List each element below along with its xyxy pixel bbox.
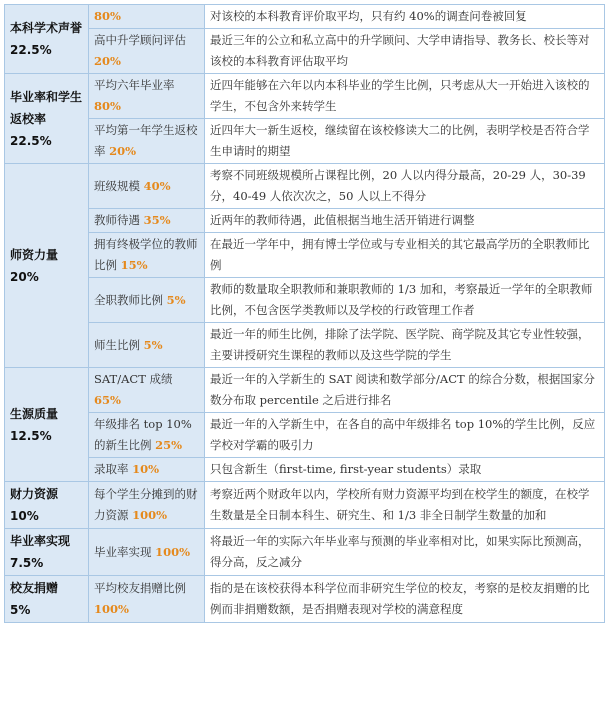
criteria-row (5, 482, 605, 529)
indicator-weight: 20% (94, 54, 121, 68)
indicator-name: 每个学生分摊到的财力资源 (94, 487, 198, 522)
indicator-weight: 35% (143, 213, 171, 227)
indicator-name: 录取率 (94, 462, 129, 476)
indicator-cell (89, 278, 205, 323)
category-cell (5, 482, 89, 529)
indicator-cell (89, 74, 205, 119)
criteria-row (5, 368, 605, 413)
category-weight: 5% (10, 603, 31, 617)
indicator-description: 最近一年的师生比例，排除了法学院、医学院、商学院及其它专业性较强，主要讲授研究生课程的教师以及这些学院的学生 (205, 323, 605, 368)
category-name: 毕业率和学生返校率 (10, 89, 83, 126)
indicator-description: 最近一年的入学新生中，在各自的高中年级排名 top 10%的学生比例，反应学校对学霸的吸引力 (205, 413, 605, 458)
indicator-cell (89, 209, 205, 233)
ranking-criteria-body (5, 5, 605, 623)
category-cell (5, 164, 89, 368)
criteria-row (5, 413, 605, 458)
indicator-cell (89, 323, 205, 368)
indicator-cell (89, 482, 205, 529)
criteria-row (5, 529, 605, 576)
indicator-weight: 100% (94, 602, 129, 616)
indicator-name: 高中升学顾问评估 (94, 33, 186, 47)
indicator-description: 最近三年的公立和私立高中的升学顾问、大学申请指导、教务长、校长等对该校的本科教育评估取平均 (205, 29, 605, 74)
category-weight: 20% (10, 269, 39, 284)
indicator-name: 师生比例 (94, 337, 140, 352)
indicator-description: 对该校的本科教育评价取平均，只有约 40%的调查问卷被回复 (205, 5, 605, 29)
indicator-name: 班级规模 (94, 178, 140, 193)
category-name: 本科学术声誉 (10, 21, 83, 35)
indicator-description: 最近一年的入学新生的 SAT 阅读和数学部分/ACT 的综合分数，根据国家分数分布取 percentile 之后进行排名 (205, 368, 605, 413)
criteria-row (5, 74, 605, 119)
category-cell (5, 5, 89, 74)
indicator-weight: 100% (132, 508, 168, 522)
indicator-cell (89, 413, 205, 458)
category-cell (5, 529, 89, 576)
indicator-cell (89, 164, 205, 209)
indicator-weight: 5% (166, 292, 186, 307)
indicator-name: 平均第一年学生返校率 (94, 123, 198, 158)
indicator-name: 教师待遇 (94, 213, 140, 227)
criteria-row (5, 164, 605, 209)
criteria-row (5, 209, 605, 233)
indicator-cell (89, 529, 205, 576)
indicator-weight: 80% (94, 99, 121, 113)
indicator-cell (89, 458, 205, 482)
indicator-cell (89, 5, 205, 29)
criteria-row (5, 458, 605, 482)
indicator-name: SAT/ACT 成绩 (94, 372, 173, 386)
category-weight: 12.5% (10, 428, 52, 443)
indicator-weight: 15% (120, 258, 148, 272)
criteria-row (5, 119, 605, 164)
indicator-weight: 5% (143, 337, 163, 352)
indicator-cell (89, 29, 205, 74)
indicator-description: 近四年能够在六年以内本科毕业的学生比例，只考虑从大一开始进入该校的学生，不包含外来转学生 (205, 74, 605, 119)
criteria-row (5, 323, 605, 368)
indicator-name: 拥有终极学位的教师比例 (94, 237, 198, 272)
indicator-cell (89, 368, 205, 413)
category-weight: 22.5% (10, 133, 52, 148)
indicator-name: 毕业率实现 (94, 544, 152, 559)
indicator-weight: 20% (109, 144, 137, 158)
category-weight: 7.5% (10, 556, 44, 570)
indicator-cell (89, 576, 205, 623)
indicator-description: 指的是在该校获得本科学位而非研究生学位的校友，考察的是校友捐赠的比例而非捐赠数额，是否捐赠表现对学校的满意程度 (205, 576, 605, 623)
indicator-weight: 10% (132, 462, 160, 476)
indicator-description: 近两年的教师待遇，此值根据当地生活开销进行调整 (205, 209, 605, 233)
indicator-name: 平均六年毕业率 (94, 78, 175, 92)
indicator-weight: 80% (94, 9, 121, 23)
indicator-cell (89, 233, 205, 278)
indicator-weight: 65% (94, 393, 121, 407)
indicator-description: 近四年大一新生返校，继续留在该校修读大二的比例，表明学校是否符合学生申请时的期望 (205, 119, 605, 164)
indicator-description: 考察不同班级规模所占课程比例，20 人以内得分最高，20-29 人，30-39 分，40-49 人依次次之，50 人以上不得分 (205, 164, 605, 209)
category-cell (5, 74, 89, 164)
indicator-name: 平均校友捐赠比例 (94, 581, 186, 595)
ranking-criteria-table (4, 4, 605, 623)
indicator-description: 在最近一学年中，拥有博士学位或与专业相关的其它最高学历的全职教师比例 (205, 233, 605, 278)
category-name: 生源质量 (10, 406, 59, 421)
criteria-row (5, 576, 605, 623)
category-name: 校友捐赠 (10, 581, 59, 595)
category-name: 师资力量 (10, 247, 59, 262)
criteria-row (5, 278, 605, 323)
criteria-row (5, 233, 605, 278)
criteria-row (5, 5, 605, 29)
criteria-row (5, 29, 605, 74)
indicator-weight: 40% (143, 178, 171, 193)
indicator-weight: 25% (155, 438, 183, 452)
indicator-name: 全职教师比例 (94, 292, 163, 307)
category-name: 财力资源 (10, 487, 59, 501)
category-name: 毕业率实现 (10, 534, 71, 548)
indicator-name: 年级排名 top 10%的新生比例 (94, 417, 192, 452)
category-cell (5, 576, 89, 623)
category-weight: 22.5% (10, 43, 52, 57)
indicator-cell (89, 119, 205, 164)
indicator-description: 考察近两个财政年以内，学校所有财力资源平均到在校学生的额度，在校学生数量是全日制本科生、研究生、和 1/3 非全日制学生数量的加和 (205, 482, 605, 529)
category-cell (5, 368, 89, 482)
indicator-description: 将最近一年的实际六年毕业率与预测的毕业率相对比，如果实际比预测高，得分高，反之减分 (205, 529, 605, 576)
indicator-description: 教师的数量取全职教师和兼职教师的 1/3 加和，考察最近一学年的全职教师比例，不包含医学类教师以及学校的行政管理工作者 (205, 278, 605, 323)
indicator-description: 只包含新生（first-time, first-year students）录取 (205, 458, 605, 482)
category-weight: 10% (10, 509, 39, 523)
indicator-weight: 100% (155, 544, 191, 559)
